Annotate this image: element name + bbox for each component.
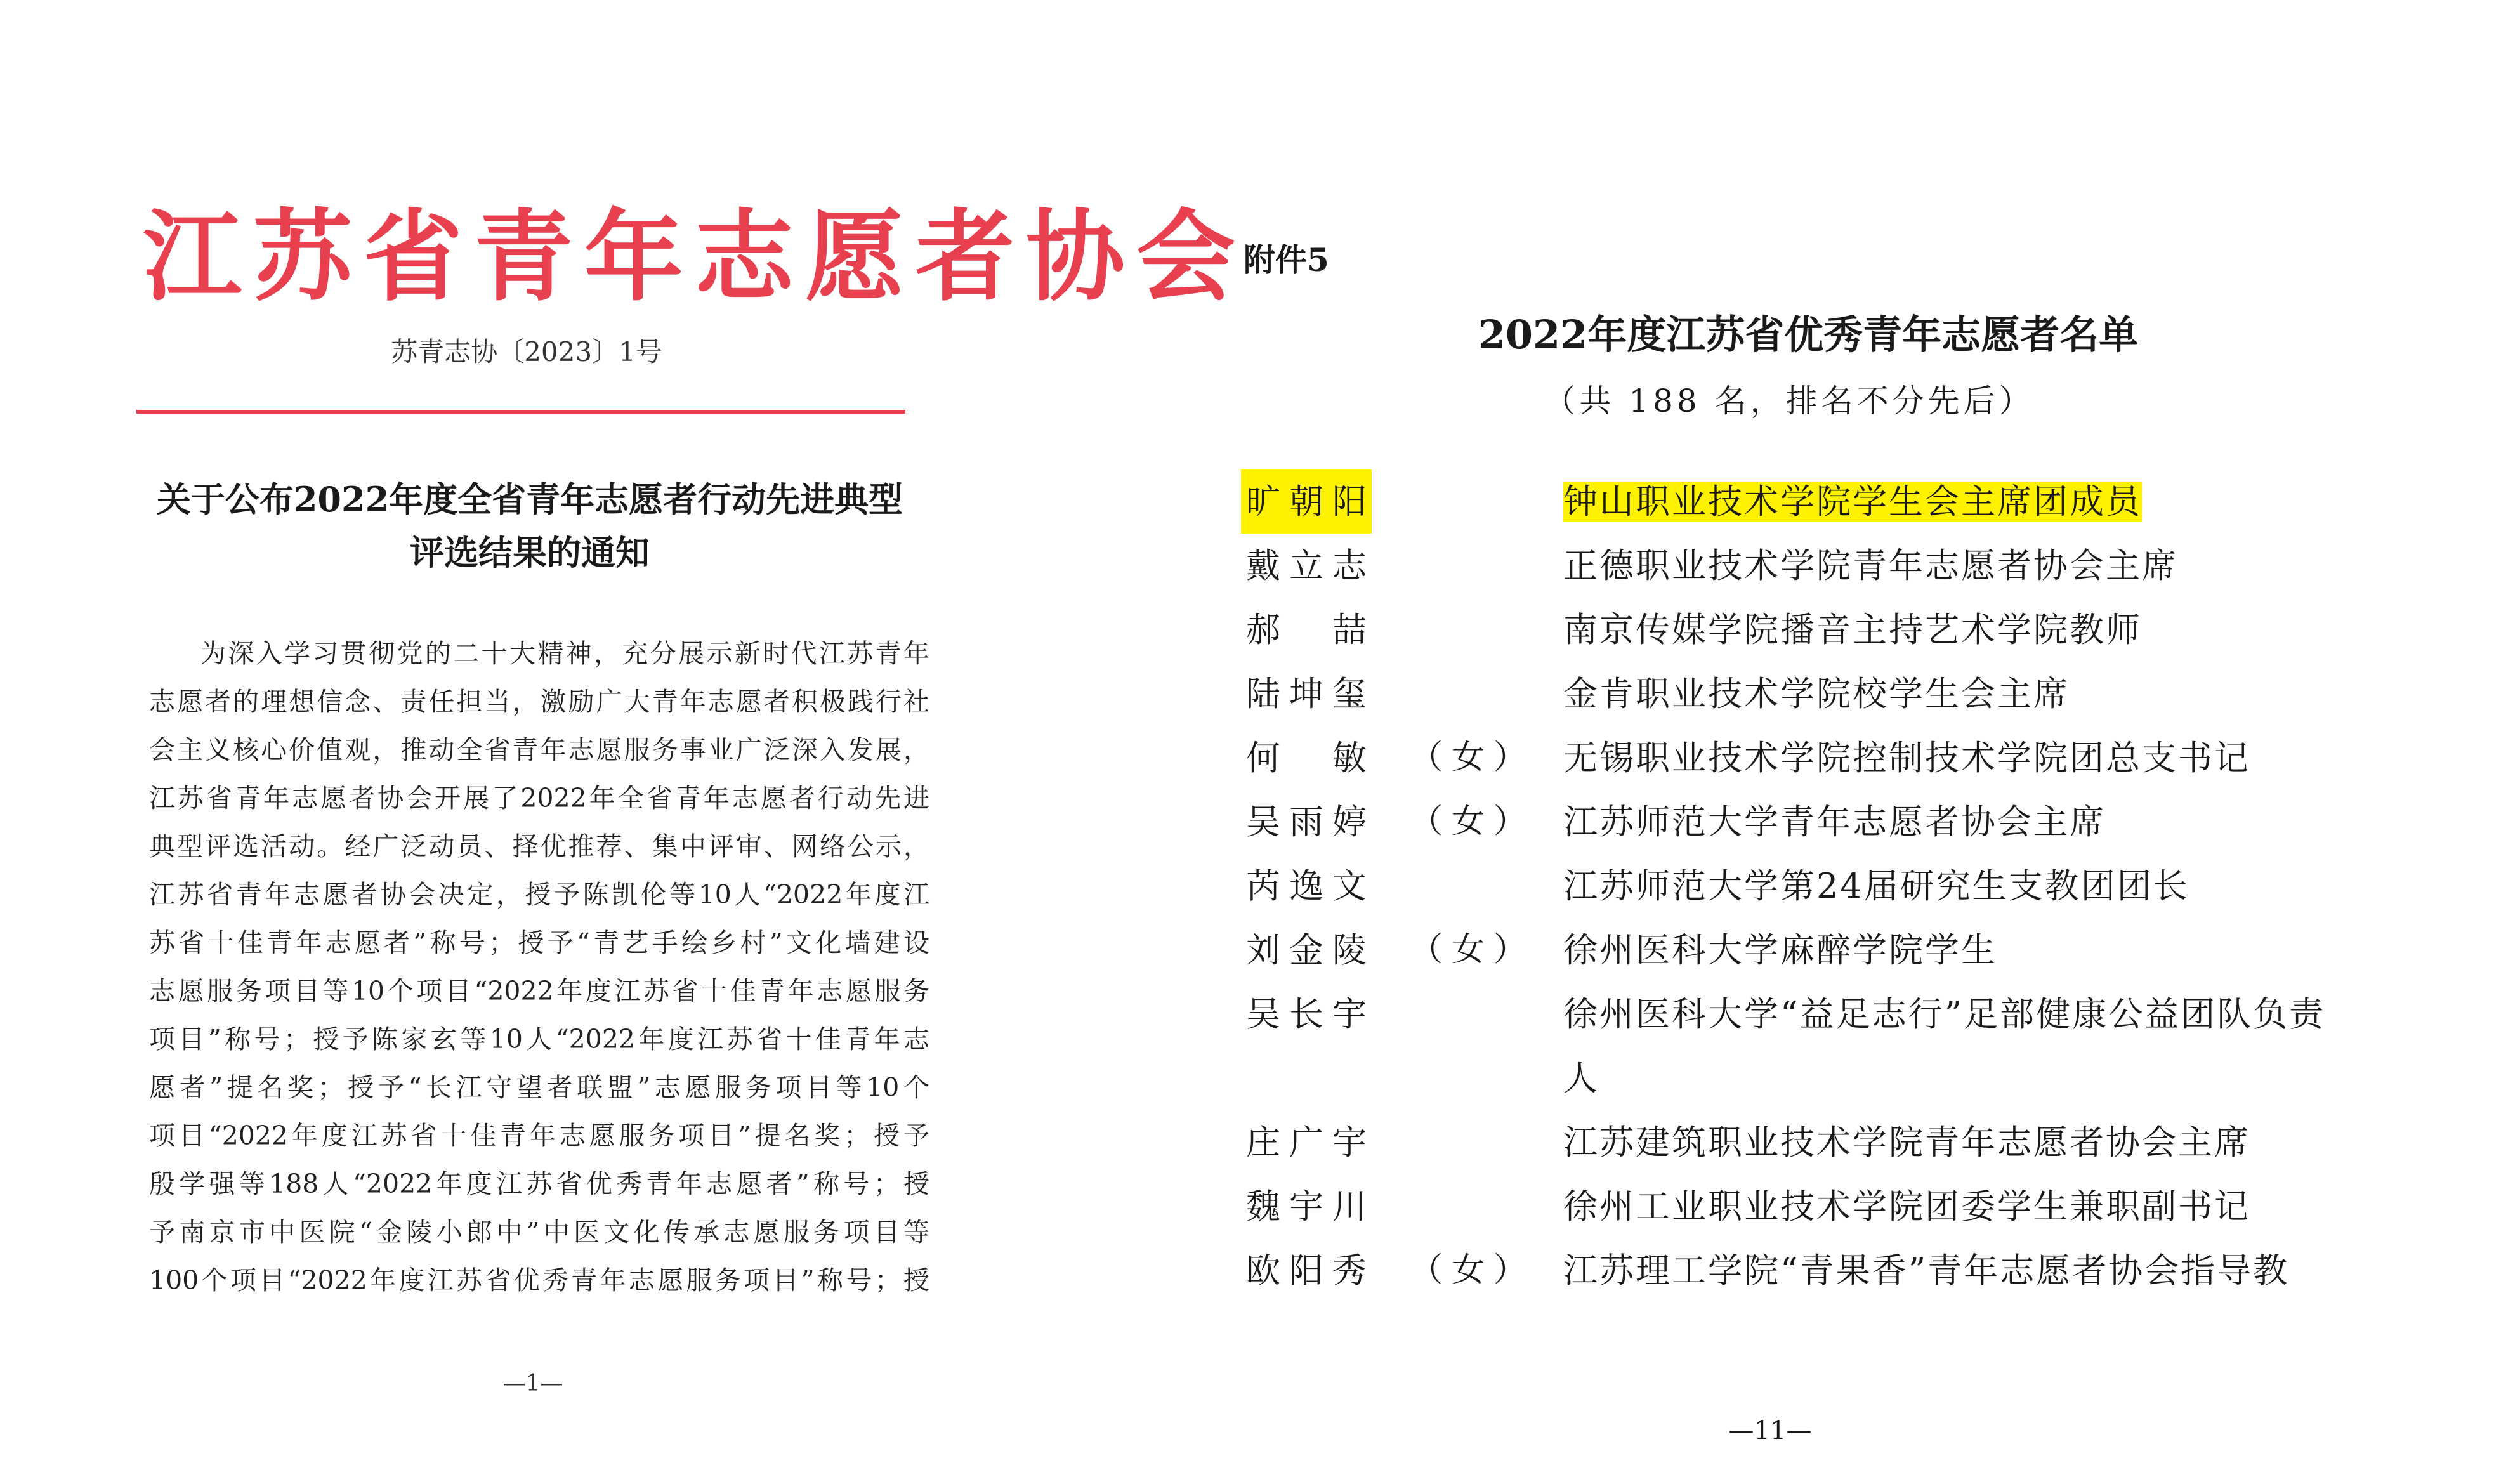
volunteer-title: 江苏师范大学青年志愿者协会主席 <box>1563 802 2106 842</box>
highlighted-title-text: 钟山职业技术学院学生会主席团成员 <box>1563 482 2142 522</box>
volunteer-title: 徐州医科大学麻醉学院学生 <box>1563 930 1997 970</box>
notice-title-line: 评选结果的通知 <box>410 532 650 573</box>
volunteer-title: 江苏师范大学第24届研究生支教团团长 <box>1563 866 2189 906</box>
list-item <box>1244 534 2386 598</box>
body-line: 100个项目“2022年度江苏省优秀青年志愿服务项目”称号；授 <box>149 1265 929 1296</box>
attachment-label: 附件5 <box>1244 241 1329 279</box>
notice-title-line: 关于公布2022年度全省青年志愿者行动先进典型 <box>156 479 903 520</box>
list-item <box>1244 1238 2386 1303</box>
notice-body <box>149 629 929 1304</box>
volunteer-title: 江苏建筑职业技术学院青年志愿者协会主席 <box>1563 1122 2250 1162</box>
body-line: 江苏省青年志愿者协会决定，授予陈凯伦等10人“2022年度江 <box>149 879 929 910</box>
body-line: 项目”称号；授予陈家玄等10人“2022年度江苏省十佳青年志 <box>149 1024 929 1054</box>
list-item <box>1244 790 2386 854</box>
body-line: 会主义核心价值观，推动全省青年志愿服务事业广泛深入发展， <box>149 735 929 765</box>
red-divider-line <box>136 410 905 414</box>
list-item <box>1244 662 2386 726</box>
body-line: 典型评选活动。经广泛动员、择优推荐、集中评审、网络公示， <box>149 831 929 862</box>
list-item <box>1244 1110 2386 1174</box>
body-line: 项目“2022年度江苏省十佳青年志愿服务项目”提名奖；授予 <box>149 1120 929 1151</box>
list-item <box>1244 598 2386 662</box>
volunteer-name: 芮逸文 <box>1246 866 1367 906</box>
volunteer-title <box>1563 469 2350 534</box>
body-line: 志愿服务项目等10个项目“2022年度江苏省十佳青年志愿服务 <box>149 976 929 1006</box>
volunteer-title: 南京传媒学院播音主持艺术学院教师 <box>1563 610 2142 650</box>
body-line: 为深入学习贯彻党的二十大精神，充分展示新时代江苏青年 <box>200 638 929 669</box>
body-line: 志愿者的理想信念、责任担当，激励广大青年志愿者积极践行社 <box>149 686 929 717</box>
volunteer-name: 何敏 <box>1246 738 1367 778</box>
volunteer-name: 刘金陵 <box>1246 930 1367 970</box>
list-item <box>1244 726 2386 790</box>
body-line: 予南京市中医院“金陵小郎中”中医文化传承志愿服务项目等 <box>149 1217 929 1247</box>
volunteer-list <box>1244 469 2386 1303</box>
volunteer-title: 徐州工业职业技术学院团委学生兼职副书记 <box>1563 1186 2250 1226</box>
volunteer-name: 吴雨婷 <box>1246 802 1367 842</box>
page-number: —11— <box>1728 1416 1812 1445</box>
list-subtitle: （共 188 名，排名不分先后） <box>1544 383 2035 419</box>
list-title: 2022年度江苏省优秀青年志愿者名单 <box>1478 312 2139 358</box>
volunteer-gender: （女） <box>1410 739 1536 777</box>
volunteer-title: 江苏理工学院“青果香”青年志愿者协会指导教 <box>1563 1251 2290 1290</box>
volunteer-name: 吴长宇 <box>1246 994 1367 1034</box>
list-item <box>1244 1174 2386 1238</box>
volunteer-name: 戴立志 <box>1246 546 1367 586</box>
body-line: 殷学强等188人“2022年度江苏省优秀青年志愿者”称号；授 <box>149 1169 929 1199</box>
body-line: 苏省十佳青年志愿者”称号；授予“青艺手绘乡村”文化墙建设 <box>149 928 929 958</box>
body-line: 江苏省青年志愿者协会开展了2022年全省青年志愿者行动先进 <box>149 783 929 813</box>
volunteer-name: 旷朝阳 <box>1241 469 1372 534</box>
document-number: 苏青志协〔2023〕1号 <box>391 336 662 367</box>
volunteer-name: 郝喆 <box>1246 610 1367 650</box>
organization-title: 江苏省青年志愿者协会 <box>143 199 1247 315</box>
list-item <box>1244 918 2386 982</box>
volunteer-name: 庄广宇 <box>1246 1122 1367 1162</box>
volunteer-gender: （女） <box>1410 1251 1536 1289</box>
page-number: —1— <box>502 1370 563 1396</box>
volunteer-name: 魏宇川 <box>1246 1186 1367 1226</box>
volunteer-title: 金肯职业技术学院校学生会主席 <box>1563 674 2070 714</box>
volunteer-title: 无锡职业技术学院控制技术学院团总支书记 <box>1563 738 2250 778</box>
list-item <box>1244 469 2386 534</box>
volunteer-gender: （女） <box>1410 803 1536 841</box>
body-line: 愿者”提名奖；授予“长江守望者联盟”志愿服务项目等10个 <box>149 1072 929 1103</box>
volunteer-title: 徐州医科大学“益足志行”足部健康公益团队负责人 <box>1563 994 2326 1098</box>
volunteer-name: 欧阳秀 <box>1246 1251 1367 1290</box>
list-item <box>1244 982 2386 1110</box>
volunteer-title: 正德职业技术学院青年志愿者协会主席 <box>1563 546 2178 586</box>
notice-title <box>136 473 923 579</box>
volunteer-name: 陆坤玺 <box>1246 674 1367 714</box>
volunteer-gender: （女） <box>1410 931 1536 969</box>
list-item <box>1244 854 2386 918</box>
